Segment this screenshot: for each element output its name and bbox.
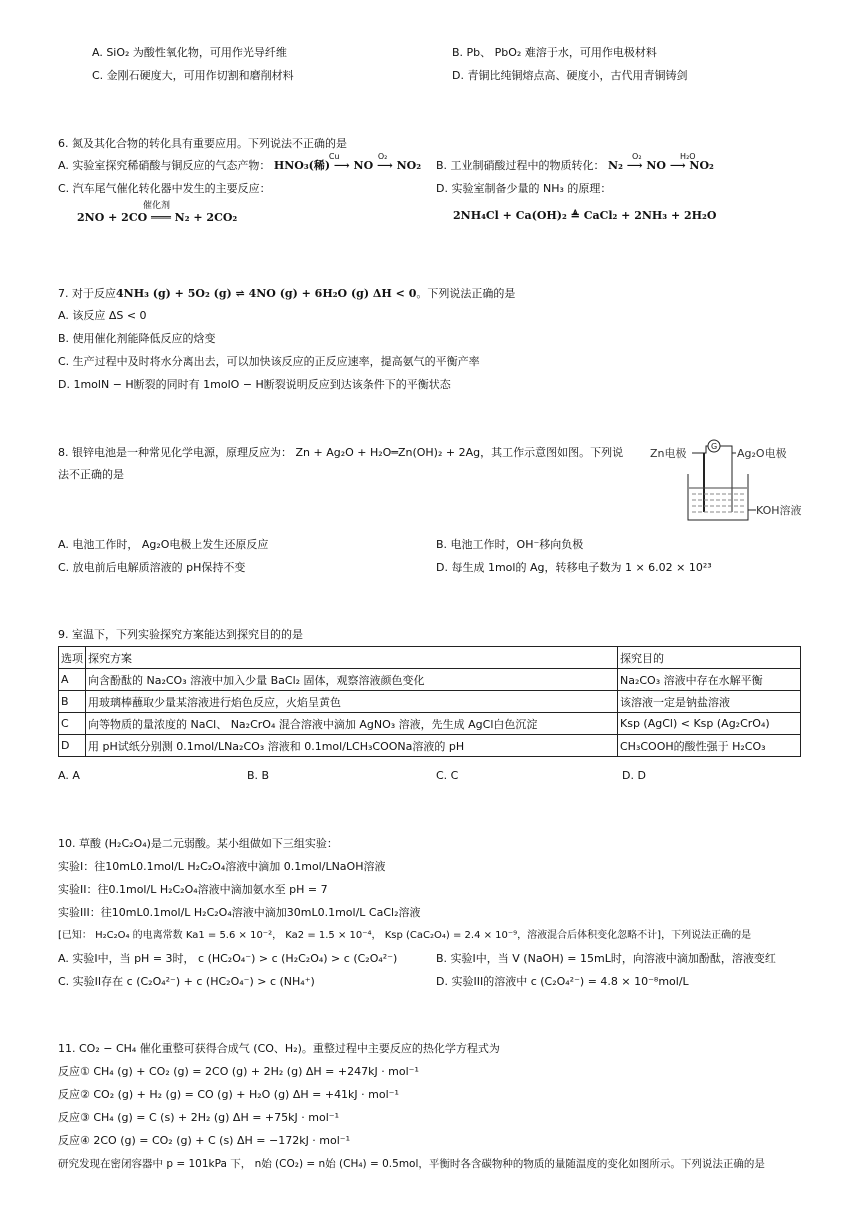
fig-g-label: G — [711, 442, 718, 451]
table-header-cell: 探究目的 — [618, 647, 801, 669]
table-cell: B — [59, 691, 86, 713]
q11-stem: 11. CO₂ − CH₄ 催化重整可获得合成气 (CO、H₂)。重整过程中主要反应的热化学方程式为 — [58, 1042, 500, 1055]
fig-zn-label: Zn电极 — [650, 447, 687, 460]
table-cell: D — [59, 735, 86, 757]
q6-c-equation: 2NO + 2CO ═══ N₂ + 2CO₂ — [77, 211, 238, 224]
q10-exp2: 实验II：往0.1mol/L H₂C₂O₄溶液中滴加氨水至 pH = 7 — [58, 883, 328, 896]
table-cell: 用 pH试纸分别测 0.1mol/LNa₂CO₃ 溶液和 0.1mol/LCH₃COONa溶液的 pH — [86, 735, 618, 757]
q6-option-c: C. 汽车尾气催化转化器中发生的主要反应： — [58, 182, 271, 195]
table-cell: 用玻璃棒蘸取少量某溶液进行焰色反应，火焰呈黄色 — [86, 691, 618, 713]
table-cell: 向含酚酞的 Na₂CO₃ 溶液中加入少量 BaCl₂ 固体，观察溶液颜色变化 — [86, 669, 618, 691]
q9-stem: 9. 室温下，下列实验探究方案能达到探究目的的是 — [58, 628, 303, 641]
q10-known: [已知： H₂C₂O₄ 的电离常数 Ka1 = 5.6 × 10⁻²， Ka2 = 1.5 × 10⁻⁴， Ksp (CaC₂O₄) = 2.4 × 10⁻⁹，溶液混合后体积变化忽略不计]，下列说法正确的是 — [58, 930, 752, 941]
table-cell: 向等物质的量浓度的 NaCl、 Na₂CrO₄ 混合溶液中滴加 AgNO₃ 溶液，先生成 AgCl白色沉淀 — [86, 713, 618, 735]
q9-option-a: A. A — [58, 769, 80, 782]
q8-stem-line2: 法不正确的是 — [58, 468, 124, 481]
table-cell: Na₂CO₃ 溶液中存在水解平衡 — [618, 669, 801, 691]
q6-c-catalyst: 催化剂 — [143, 201, 171, 211]
q7-equation: 4NH₃ (g) + 5O₂ (g) ⇌ 4NO (g) + 6H₂O (g) ΔH < 0 — [116, 287, 417, 300]
table-row — [59, 735, 801, 757]
q11-tail: 研究发现在密闭容器中 p = 101kPa 下， n始 (CO₂) = n始 (CH₄) = 0.5mol，平衡时各含碳物种的物质的量随温度的变化如图所示。下列说法正确的是 — [58, 1158, 765, 1170]
q11-reaction-1: 反应① CH₄ (g) + CO₂ (g) = 2CO (g) + 2H₂ (g) ΔH = +247kJ · mol⁻¹ — [58, 1065, 419, 1078]
table-header-cell: 探究方案 — [86, 647, 618, 669]
q6-b-over-o2: O₂ — [632, 152, 642, 161]
q8-option-b: B. 电池工作时，OH⁻移向负极 — [436, 538, 584, 551]
q6-stem: 6. 氮及其化合物的转化具有重要应用。下列说法不正确的是 — [58, 137, 347, 150]
q10-exp1: 实验I：往10mL0.1mol/L H₂C₂O₄溶液中滴加 0.1mol/LNaOH溶液 — [58, 860, 386, 873]
q6-option-b: B. 工业制硝酸过程中的物质转化： O₂ H₂O N₂ ⟶ NO ⟶ NO₂ — [436, 158, 714, 174]
battery-diagram — [646, 438, 808, 526]
q7-option-c: C. 生产过程中及时将水分离出去，可以加快该反应的正反应速率，提高氨气的平衡产率 — [58, 355, 480, 368]
q8-stem-line1: 8. 银锌电池是一种常见化学电源，原理反应为： Zn + Ag₂O + H₂O═Zn(OH)₂ + 2Ag，其工作示意图如图。下列说 — [58, 446, 624, 459]
q5-option-d: D. 青铜比纯铜熔点高、硬度小，古代用青铜铸剑 — [452, 69, 688, 82]
fig-koh-label: KOH溶液 — [756, 504, 802, 517]
q5-option-b: B. Pb、 PbO₂ 难溶于水，可用作电极材料 — [452, 46, 657, 59]
table-cell: 该溶液一定是钠盐溶液 — [618, 691, 801, 713]
q9-option-c: C. C — [436, 769, 459, 782]
q9-option-d: D. D — [622, 769, 646, 782]
q10-option-c: C. 实验II存在 c (C₂O₄²⁻) + c (HC₂O₄⁻) > c (NH₄⁺) — [58, 975, 315, 988]
q9-option-b: B. B — [247, 769, 270, 782]
q6-option-d: D. 实验室制备少量的 NH₃ 的原理： — [436, 182, 612, 195]
beaker — [688, 474, 748, 520]
table-row — [59, 691, 801, 713]
table-cell: Ksp (AgCl) < Ksp (Ag₂CrO₄) — [618, 713, 801, 735]
table-row — [59, 669, 801, 691]
q11-reaction-3: 反应③ CH₄ (g) = C (s) + 2H₂ (g) ΔH = +75kJ · mol⁻¹ — [58, 1111, 339, 1124]
q9-table — [58, 646, 801, 757]
q6-a-over-cu: Cu — [328, 152, 340, 161]
q8-option-a: A. 电池工作时， Ag₂O电极上发生还原反应 — [58, 538, 269, 551]
q6-c-equation-wrap — [77, 201, 238, 226]
q6-d-equation: 2NH₄Cl + Ca(OH)₂ ≜ CaCl₂ + 2NH₃ + 2H₂O — [453, 209, 717, 222]
q7-option-d: D. 1molN − H断裂的同时有 1molO − H断裂说明反应到达该条件下的平衡状态 — [58, 378, 451, 391]
q10-option-b: B. 实验I中，当 V (NaOH) = 15mL时，向溶液中滴加酚酞，溶液变红 — [436, 952, 776, 965]
table-cell: C — [59, 713, 86, 735]
fig-ag2o-label: Ag₂O电极 — [737, 447, 787, 460]
q6-a-over-o2: O₂ — [377, 152, 388, 161]
table-cell: CH₃COOH的酸性强于 H₂CO₃ — [618, 735, 801, 757]
table-cell: A — [59, 669, 86, 691]
q10-option-a: A. 实验I中，当 pH = 3时， c (HC₂O₄⁻) > c (H₂C₂O₄) > c (C₂O₄²⁻) — [58, 952, 398, 965]
q6-a-equation: HNO₃(稀) ⟶ NO ⟶ NO₂ — [273, 159, 422, 172]
q8-option-c: C. 放电前后电解质溶液的 pH保持不变 — [58, 561, 246, 574]
q6-option-a: A. 实验室探究稀硝酸与铜反应的气态产物： Cu O₂ HNO₃(稀) ⟶ NO ⟶ NO₂ — [58, 158, 421, 174]
table-header-cell: 选项 — [59, 647, 86, 669]
q5-option-a: A. SiO₂ 为酸性氧化物，可用作光导纤维 — [92, 46, 287, 59]
q5-option-c: C. 金刚石硬度大，可用作切割和磨削材料 — [92, 69, 294, 82]
q7-option-b: B. 使用催化剂能降低反应的焓变 — [58, 332, 216, 345]
q7-option-a: A. 该反应 ΔS < 0 — [58, 309, 147, 322]
q11-reaction-2: 反应② CO₂ (g) + H₂ (g) = CO (g) + H₂O (g) ΔH = +41kJ · mol⁻¹ — [58, 1088, 399, 1101]
q7-stem: 7. 对于反应4NH₃ (g) + 5O₂ (g) ⇌ 4NO (g) + 6H₂O (g) ΔH < 0。下列说法正确的是 — [58, 287, 516, 300]
q10-option-d: D. 实验III的溶液中 c (C₂O₄²⁻) = 4.8 × 10⁻⁸mol/L — [436, 975, 689, 988]
q10-stem: 10. 草酸 (H₂C₂O₄)是二元弱酸。某小组做如下三组实验： — [58, 837, 338, 850]
q6-b-over-h2o: H₂O — [680, 152, 696, 161]
table-row — [59, 713, 801, 735]
q10-exp3: 实验III：往10mL0.1mol/L H₂C₂O₄溶液中滴加30mL0.1mol/L CaCl₂溶液 — [58, 906, 421, 919]
q6-b-equation: N₂ ⟶ NO ⟶ NO₂ — [608, 159, 714, 172]
table-header-row — [59, 647, 801, 669]
q8-option-d: D. 每生成 1mol的 Ag，转移电子数为 1 × 6.02 × 10²³ — [436, 561, 712, 574]
q11-reaction-4: 反应④ 2CO (g) = CO₂ (g) + C (s) ΔH = −172kJ · mol⁻¹ — [58, 1134, 351, 1147]
